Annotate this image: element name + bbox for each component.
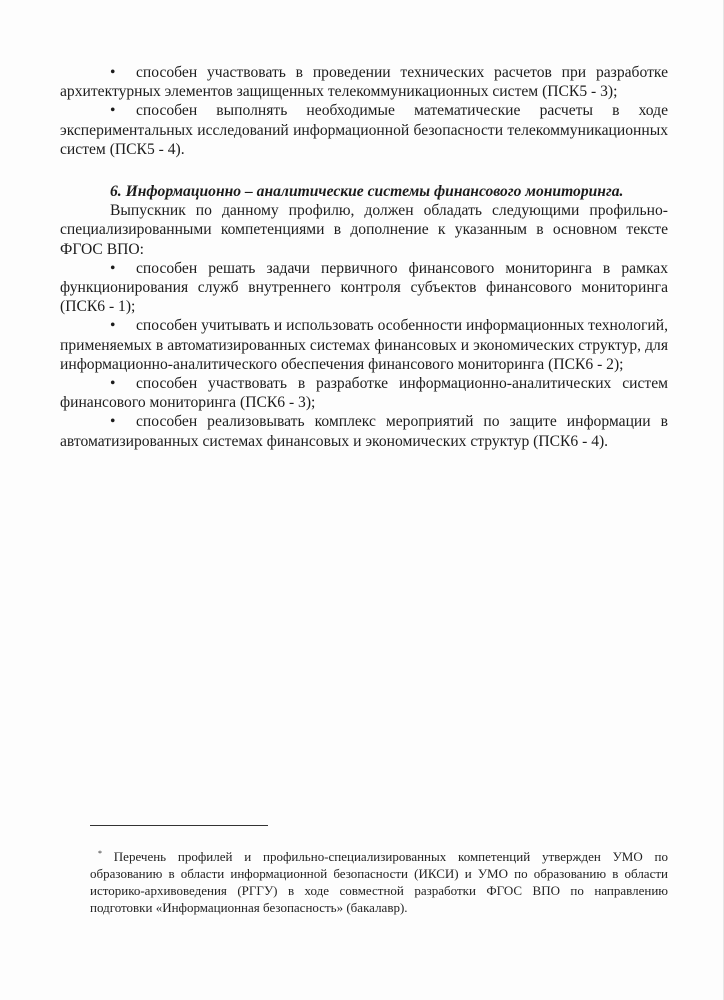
list-item — [60, 63, 668, 101]
list-item-text: способен участвовать в разработке информационно-аналитических систем финансового мониторинга (ПСК6 - 3); — [60, 375, 668, 412]
section-intro: Выпускник по данному профилю, должен обладать следующими профильно-специализированными компетенциями в дополнение к указанным в основном тексте ФГОС ВПО: — [60, 202, 668, 258]
footnote-marker: * — [98, 849, 102, 858]
competency-list-psk5 — [60, 63, 668, 159]
list-item — [60, 101, 668, 159]
list-item — [60, 374, 668, 412]
list-item-text: способен решать задачи первичного финансового мониторинга в рамках функционирования служб внутреннего контроля субъектов финансового мониторинга (ПСК6 - 1); — [60, 259, 668, 316]
list-item-text: способен участвовать в проведении технических расчетов при разработке архитектурных элементов защищенных телекоммуникационных систем (ПСК5 - 3); — [60, 64, 668, 101]
bullet-icon: • — [110, 64, 116, 81]
footnote-divider — [90, 825, 268, 826]
bullet-icon: • — [110, 317, 116, 335]
list-item-text: способен выполнять необходимые математические расчеты в ходе экспериментальных исследований информационной безопасности телекоммуникационных систем (ПСК5 - 4). — [60, 102, 668, 158]
bullet-icon: • — [110, 375, 116, 393]
list-item-text: способен реализовывать комплекс мероприятий по защите информации в автоматизированных системах финансовых и экономических структур (ПСК6 - 4). — [60, 413, 668, 450]
list-item-text: способен учитывать и использовать особенности информационных технологий, применяемых в автоматизированных системах финансовых и экономических структур, для информационно-аналитического обеспечения финансового мониторинга (ПСК6 - 2); — [60, 317, 668, 373]
list-item — [60, 316, 668, 374]
list-item — [60, 259, 668, 317]
footnote-text: Перечень профилей и профильно-специализированных компетенций утвержден УМО по образованию в области информационной безопасности (ИКСИ) и УМО по образованию в области историко-архивоведения (РГГУ) в ходе совместной разработки ФГОС ВПО по направлению подготовки «Информационная безопасность» (бакалавр). — [90, 849, 668, 915]
bullet-icon: • — [110, 413, 116, 431]
bullet-icon: • — [110, 259, 116, 277]
section-6 — [60, 182, 668, 451]
bullet-icon: • — [110, 102, 116, 120]
footnote — [90, 845, 668, 916]
list-item — [60, 412, 668, 450]
section-heading: 6. Информационно – аналитические системы финансового мониторинга. — [110, 183, 624, 200]
